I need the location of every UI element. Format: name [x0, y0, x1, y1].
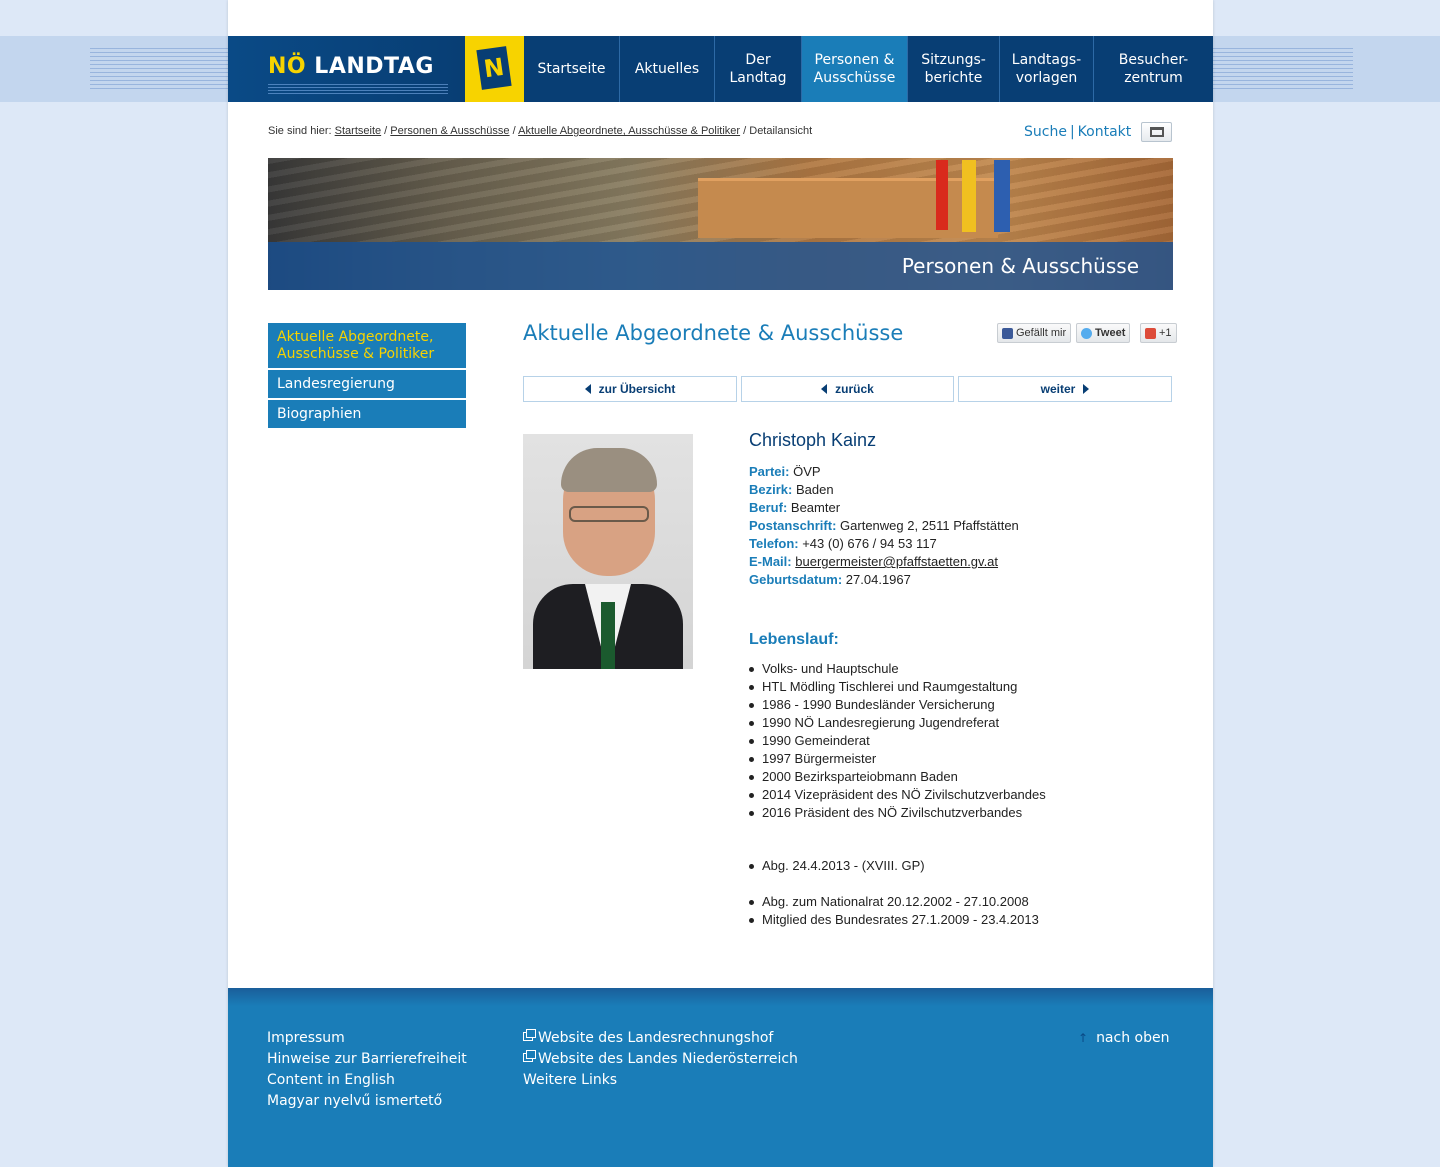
external-link-icon [523, 1053, 533, 1062]
footer [228, 988, 1213, 1167]
footer-link-landesrechnungshof[interactable] [523, 1028, 798, 1049]
sidebar-item-landesregierung[interactable]: Landesregierung [268, 370, 466, 398]
footer-link-weitere[interactable]: Weitere Links [523, 1072, 618, 1088]
cv-list [749, 660, 1189, 822]
logo-suffix: LANDTAG [314, 54, 434, 79]
cv-item: 2000 Bezirksparteiobmann Baden [749, 768, 1189, 786]
footer-link-magyar[interactable]: Magyar nyelvű ismertető [267, 1093, 443, 1109]
breadcrumb-current: Detailansicht [749, 125, 813, 137]
info-value: Beamter [790, 500, 841, 515]
next-label: weiter [1040, 382, 1076, 396]
contact-link[interactable]: Kontakt [1077, 124, 1132, 140]
nav-item-aktuelles[interactable]: Aktuelles [620, 36, 715, 102]
logo-prefix: NÖ [268, 54, 307, 79]
info-value: 27.04.1967 [845, 572, 911, 587]
cv-item: 1990 NÖ Landesregierung Jugendreferat [749, 714, 1189, 732]
cv-item: 1986 - 1990 Bundesländer Versicherung [749, 696, 1189, 714]
facebook-icon [1002, 328, 1013, 339]
photo-glasses [569, 506, 649, 522]
print-button[interactable] [1141, 122, 1172, 142]
nav-item-startseite[interactable]: Startseite [524, 36, 620, 102]
footer-col-3 [1078, 1028, 1169, 1049]
cv-item: Mitglied des Bundesrates 27.1.2009 - 23.4.2013 [749, 911, 1189, 929]
person-name: Christoph Kainz [749, 430, 877, 450]
breadcrumb-link-aktuelle[interactable]: Aktuelle Abgeordnete, Ausschüsse & Politiker [518, 125, 741, 137]
cv-item: Abg. zum Nationalrat 20.12.2002 - 27.10.2008 [749, 893, 1189, 911]
breadcrumb-prefix: Sie sind hier: [268, 125, 332, 137]
back-to-top-label: nach oben [1096, 1030, 1170, 1046]
google-plus-button[interactable] [1140, 323, 1177, 343]
info-label: E-Mail: [749, 554, 792, 569]
arrow-left-icon [585, 384, 591, 394]
cv-item: HTL Mödling Tischlerei und Raumgestaltung [749, 678, 1189, 696]
search-link[interactable]: Suche [1024, 124, 1067, 140]
back-to-top-link[interactable] [1078, 1028, 1169, 1049]
info-value: +43 (0) 676 / 94 53 117 [802, 536, 937, 551]
footer-col-2 [523, 1028, 798, 1091]
footer-link-barrierefreiheit[interactable]: Hinweise zur Barrierefreiheit [267, 1051, 467, 1067]
breadcrumb: Sie sind hier: Startseite / Personen & Ausschüsse / Aktuelle Abgeordnete, Ausschüsse & Politiker / Detailansicht [268, 125, 813, 137]
page-title: Aktuelle Abgeordnete & Ausschüsse [523, 321, 904, 345]
info-label: Telefon: [749, 536, 799, 551]
footer-link-land-noe[interactable] [523, 1049, 798, 1070]
toplinks-separator: | [1069, 124, 1075, 140]
next-button[interactable] [958, 376, 1172, 402]
banner-desk [698, 178, 998, 238]
info-label: Bezirk: [749, 482, 793, 497]
overview-label: zur Übersicht [598, 382, 676, 396]
breadcrumb-link-personen[interactable]: Personen & Ausschüsse [390, 125, 510, 137]
email-link[interactable]: buergermeister@pfaffstaetten.gv.at [795, 554, 999, 569]
person-details [749, 430, 1189, 929]
breadcrumb-link-startseite[interactable]: Startseite [334, 125, 382, 137]
banner-flag-yellow [962, 160, 976, 232]
back-label: zurück [835, 382, 874, 396]
cv-item: 2014 Vizepräsident des NÖ Zivilschutzverbandes [749, 786, 1189, 804]
main-nav [524, 36, 1213, 102]
banner-title: Personen & Ausschüsse [901, 254, 1139, 278]
tweet-label: Tweet [1095, 327, 1126, 339]
gplus-label: +1 [1159, 327, 1172, 339]
facebook-like-button[interactable] [997, 323, 1071, 343]
photo-tie [601, 602, 615, 669]
info-value: ÖVP [793, 464, 821, 479]
footer-link-label: Website des Landesrechnungshof [538, 1030, 774, 1046]
sidebar-item-aktuelle-abgeordnete[interactable]: Aktuelle Abgeordnete, Ausschüsse & Politiker [268, 323, 466, 368]
logo-text [268, 54, 434, 79]
info-bezirk [749, 481, 1189, 499]
info-geburtsdatum [749, 571, 1189, 589]
photo-hair [561, 448, 657, 492]
logo-lines [268, 84, 448, 94]
info-label: Postanschrift: [749, 518, 837, 533]
cv-item: 1990 Gemeinderat [749, 732, 1189, 750]
cv-heading: Lebenslauf: [749, 631, 839, 648]
emblem-letter: N [476, 46, 511, 90]
info-beruf [749, 499, 1189, 517]
nav-item-besucherzentrum[interactable]: Besucher- zentrum [1118, 52, 1189, 86]
cv-list-other-mandates [749, 893, 1189, 929]
banner-flag-red [936, 160, 948, 230]
nav-item-personen-ausschuesse[interactable]: Personen & Ausschüsse [802, 36, 908, 102]
info-value: Baden [795, 482, 834, 497]
nav-item-sitzungsberichte[interactable]: Sitzungs- berichte [908, 36, 1000, 102]
cv-item: Abg. 24.4.2013 - (XVIII. GP) [749, 857, 1189, 875]
external-link-icon [523, 1032, 533, 1041]
background-stripes-left [90, 48, 230, 92]
facebook-label: Gefällt mir [1016, 327, 1067, 339]
person-photo [523, 434, 693, 669]
nav-item-der-landtag[interactable]: Der Landtag [715, 36, 802, 102]
banner-flag-blue [994, 160, 1010, 232]
info-label: Partei: [749, 464, 790, 479]
footer-link-impressum[interactable]: Impressum [267, 1030, 345, 1046]
twitter-icon [1081, 328, 1092, 339]
info-email [749, 553, 1189, 571]
info-value: Gartenweg 2, 2511 Pfaffstätten [840, 518, 1019, 533]
top-links [1024, 124, 1131, 140]
arrow-up-icon: ↑ [1078, 1031, 1089, 1045]
header [228, 36, 1213, 102]
footer-link-english[interactable]: Content in English [267, 1072, 395, 1088]
info-label: Geburtsdatum: [749, 572, 843, 587]
arrow-left-icon [821, 384, 827, 394]
tweet-button[interactable] [1076, 323, 1130, 343]
info-telefon [749, 535, 1189, 553]
sidebar-item-biographien[interactable]: Biographien [268, 400, 466, 428]
info-label: Beruf: [749, 500, 788, 515]
nav-item-landtagsvorlagen[interactable]: Landtags- vorlagen [1000, 36, 1094, 102]
overview-button[interactable] [523, 376, 737, 402]
noe-emblem [465, 36, 524, 102]
sidebar [268, 323, 466, 430]
footer-col-1 [267, 1028, 467, 1112]
page [228, 0, 1213, 1167]
back-button[interactable] [741, 376, 954, 402]
cv-item: Volks- und Hauptschule [749, 660, 1189, 678]
background-stripes-right [1213, 48, 1353, 92]
arrow-right-icon [1083, 384, 1089, 394]
info-partei [749, 463, 1189, 481]
cv-list-mandate [749, 857, 1189, 875]
printer-icon [1150, 127, 1164, 137]
header-banner [268, 158, 1173, 290]
site-logo[interactable] [228, 36, 465, 102]
google-plus-icon [1145, 328, 1156, 339]
info-postanschrift [749, 517, 1189, 535]
footer-link-label: Website des Landes Niederösterreich [538, 1051, 798, 1067]
cv-item: 2016 Präsident des NÖ Zivilschutzverbandes [749, 804, 1189, 822]
cv-item: 1997 Bürgermeister [749, 750, 1189, 768]
